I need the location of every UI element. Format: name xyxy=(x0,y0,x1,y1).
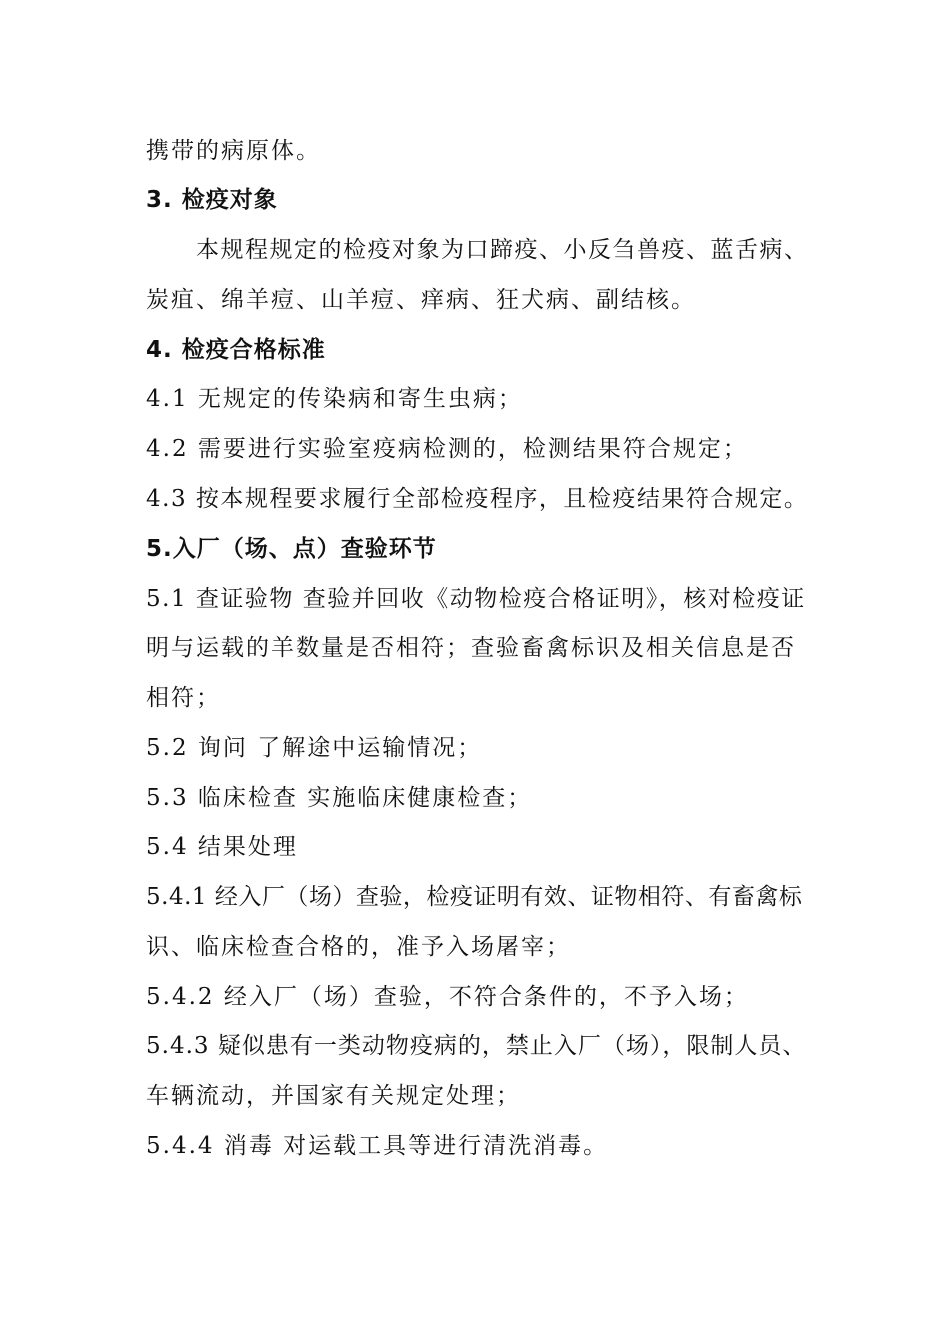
text-line: 明与运载的羊数量是否相符；查验畜禽标识及相关信息是否 xyxy=(146,635,796,661)
text-line: 5.4.1 经入厂（场）查验，检疫证明有效、证物相符、有畜禽标 xyxy=(146,884,803,910)
text-line: 炭疽、绵羊痘、山羊痘、痒病、狂犬病、副结核。 xyxy=(146,287,696,313)
text-line: 携带的病原体。 xyxy=(146,138,321,164)
text-line: 5.4.2 经入厂（场）查验，不符合条件的，不予入场； xyxy=(146,984,749,1010)
text-line: 本规程规定的检疫对象为口蹄疫、小反刍兽疫、蓝舌病、 xyxy=(196,237,809,263)
section-heading: 4. 检疫合格标准 xyxy=(146,337,326,363)
text-line: 4.2 需要进行实验室疫病检测的，检测结果符合规定； xyxy=(146,436,748,462)
text-line: 5.1 查证验物 查验并回收《动物检疫合格证明》，核对检疫证 xyxy=(146,586,806,612)
text-line: 5.3 临床检查 实施临床健康检查； xyxy=(146,785,533,811)
text-line: 车辆流动，并国家有关规定处理； xyxy=(146,1083,521,1109)
text-line: 相符； xyxy=(146,685,221,711)
text-line: 5.4 结果处理 xyxy=(146,834,298,860)
text-line: 5.4.4 消毒 对运载工具等进行清洗消毒。 xyxy=(146,1133,609,1159)
text-line: 5.4.3 疑似患有一类动物疫病的，禁止入厂（场），限制人员、 xyxy=(146,1033,807,1059)
section-heading: 3. 检疫对象 xyxy=(146,187,278,213)
text-line: 4.3 按本规程要求履行全部检疫程序，且检疫结果符合规定。 xyxy=(146,486,809,512)
section-heading: 5.入厂（场、点）查验环节 xyxy=(146,536,437,562)
text-line: 4.1 无规定的传染病和寄生虫病； xyxy=(146,386,523,412)
text-line: 5.2 询问 了解途中运输情况； xyxy=(146,735,483,761)
text-line: 识、临床检查合格的，准予入场屠宰； xyxy=(146,934,571,960)
